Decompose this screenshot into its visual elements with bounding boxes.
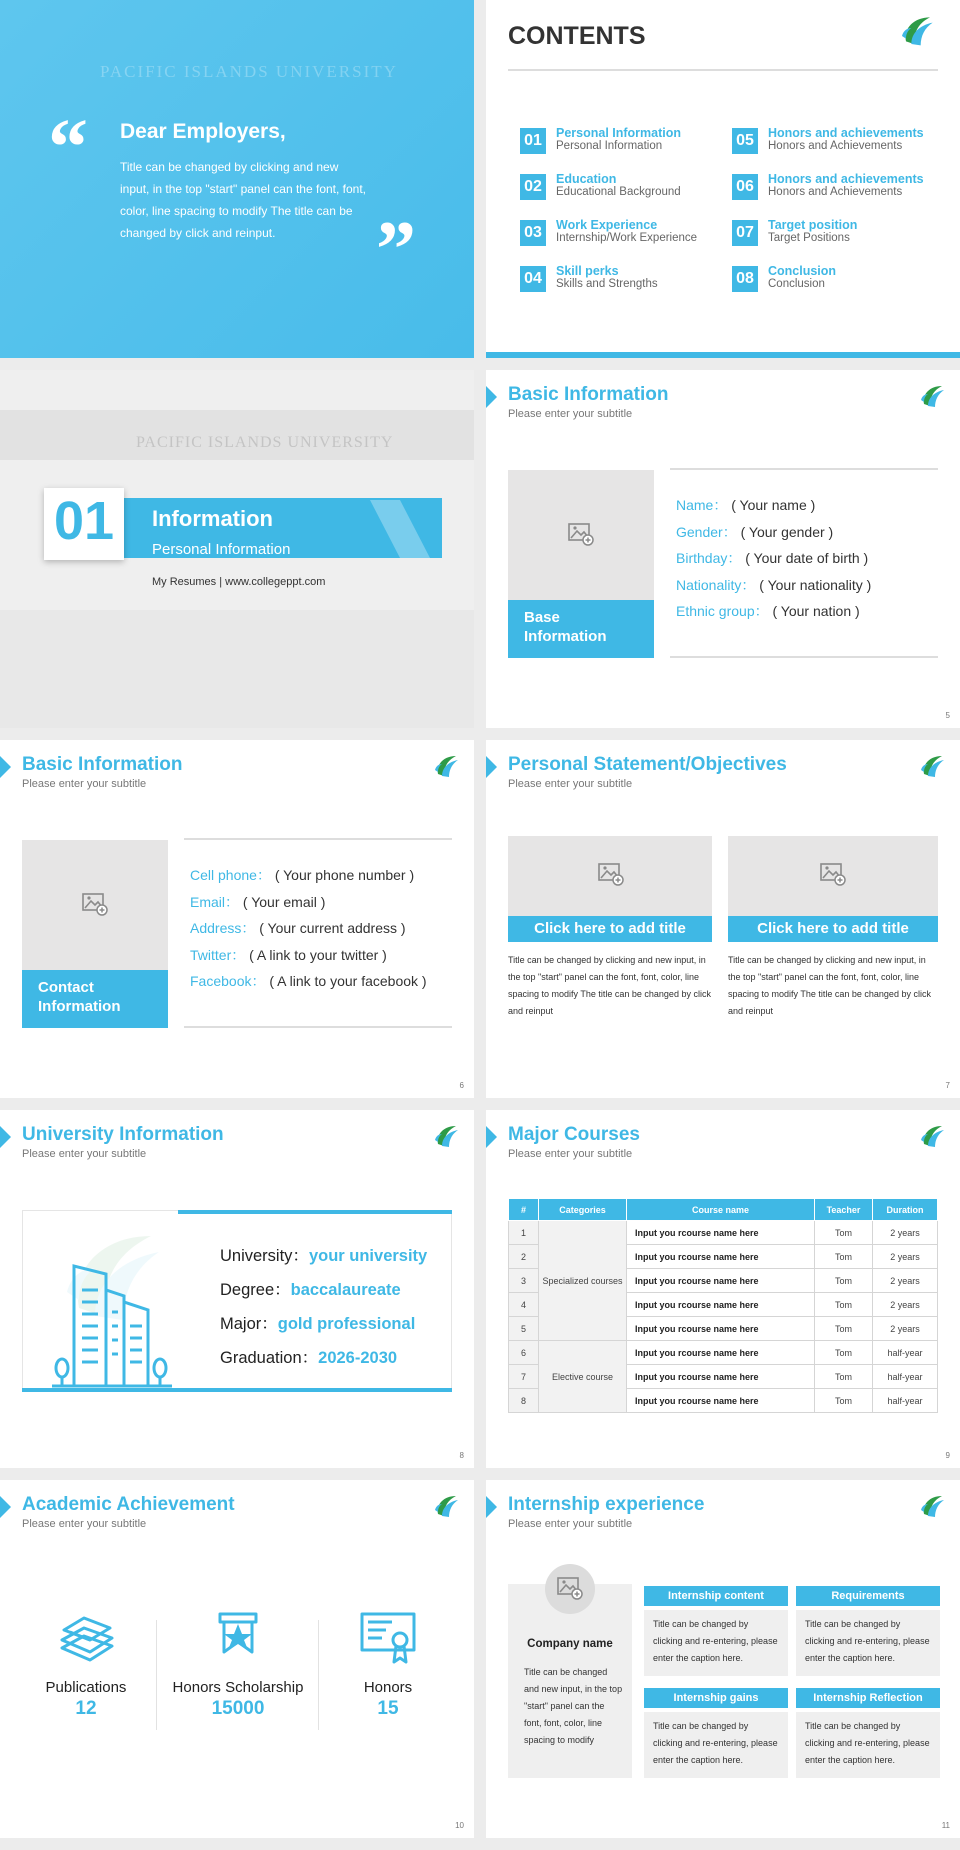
slide-contents[interactable] xyxy=(486,0,960,358)
item-sub: Skills and Strengths xyxy=(556,278,658,290)
page-number: 8 xyxy=(459,1451,464,1460)
college-logo-icon xyxy=(918,1122,948,1152)
header-arrow-icon xyxy=(486,1496,497,1518)
table-row: 5 Input you rcourse name here Tom 2 years xyxy=(509,1317,938,1341)
achievement-value: 15 xyxy=(377,1698,399,1719)
slide-internship-experience[interactable] xyxy=(486,1480,960,1838)
requirements-header: Requirements xyxy=(796,1586,940,1606)
achievement-label: Honors Scholarship xyxy=(172,1679,304,1696)
item-sub: Conclusion xyxy=(768,278,825,290)
item-sub: Honors and Achievements xyxy=(768,186,903,198)
column-header: # xyxy=(509,1199,539,1221)
university-row: University：your university xyxy=(220,1247,428,1265)
slide-academic-achievement[interactable] xyxy=(0,1480,474,1838)
background-text: PACIFIC ISLANDS UNIVERSITY xyxy=(100,62,398,81)
table-row: 3 Input you rcourse name here Tom 2 years xyxy=(509,1269,938,1293)
slide-subtitle: Please enter your subtitle xyxy=(22,778,147,790)
table-row: 7 Input you rcourse name here Tom half-year xyxy=(509,1365,938,1389)
achievement-publications xyxy=(16,1610,156,1720)
table-row: 8 Input you rcourse name here Tom half-year xyxy=(509,1389,938,1413)
divider xyxy=(184,838,452,840)
item-sub: Educational Background xyxy=(556,186,681,198)
info-row: Ethnic group： ( Your nation ) xyxy=(676,603,860,619)
contact-information-box: Contact Information xyxy=(22,970,168,1028)
college-logo-icon xyxy=(918,752,948,782)
slide-dear-employers[interactable] xyxy=(0,0,474,358)
item-number: 06 xyxy=(732,174,758,200)
quote-close-icon: ” xyxy=(376,206,416,294)
internship-content-text: Title can be changed by clicking and re-entering, please enter the caption here. xyxy=(644,1610,788,1676)
info-row: Facebook： ( A link to your facebook ) xyxy=(190,973,427,989)
quote-open-icon: “ xyxy=(48,104,88,192)
add-title-button[interactable]: Click here to add title xyxy=(728,916,938,942)
item-label: Honors and achievements xyxy=(768,126,924,140)
college-logo-icon xyxy=(432,1492,462,1522)
info-row: Birthday： ( Your date of birth ) xyxy=(676,550,869,566)
divider xyxy=(508,69,938,71)
column-header: Categories xyxy=(539,1199,627,1221)
table-row: 1 Specialized courses Input you rcourse name here Tom 2 years xyxy=(509,1221,938,1245)
college-logo-icon xyxy=(432,1122,462,1152)
page-number: 7 xyxy=(945,1081,950,1090)
contents-item[interactable] xyxy=(732,218,942,254)
page-number: 9 xyxy=(945,1451,950,1460)
slide-section-01[interactable] xyxy=(0,370,474,728)
slide-subtitle: Please enter your subtitle xyxy=(508,778,633,790)
certificate-icon xyxy=(358,1610,418,1666)
info-row: Twitter： ( A link to your twitter ) xyxy=(190,946,387,963)
table-header xyxy=(509,1199,938,1221)
divider xyxy=(670,468,938,470)
achievement-scholarship xyxy=(168,1610,308,1720)
header-arrow-icon xyxy=(0,1126,11,1148)
slide-title: Basic Information xyxy=(22,754,183,775)
contents-item[interactable] xyxy=(520,172,730,208)
item-label: Personal Information xyxy=(556,126,682,140)
slide-subtitle: Please enter your subtitle xyxy=(22,1148,147,1160)
section-title: Information xyxy=(152,506,273,531)
column-header: Duration xyxy=(873,1199,938,1221)
college-logo-icon xyxy=(898,12,938,52)
category-cell: Specialized courses xyxy=(539,1221,627,1341)
statement-text: Title can be changed by clicking and new input, in the top "start" panel can the font, font, color, line spacing to modify The title can be changed by click and reinput xyxy=(508,955,711,1016)
achievement-honors xyxy=(318,1610,458,1720)
requirements-text: Title can be changed by clicking and re-entering, please enter the caption here. xyxy=(796,1610,940,1676)
internship-gains-text: Title can be changed by clicking and re-entering, please enter the caption here. xyxy=(644,1712,788,1778)
internship-reflection-header: Internship Reflection xyxy=(796,1688,940,1708)
slide-university-information[interactable] xyxy=(0,1110,474,1468)
graduation-row: Graduation：2026-2030 xyxy=(220,1349,398,1367)
contents-item[interactable] xyxy=(732,172,942,208)
column-header: Teacher xyxy=(815,1199,873,1221)
contents-item[interactable] xyxy=(732,264,942,300)
header-arrow-icon xyxy=(486,1126,497,1148)
image-placeholder-icon xyxy=(82,892,108,916)
info-row: Cell phone： ( Your phone number ) xyxy=(190,867,415,883)
image-placeholder-icon xyxy=(820,862,846,886)
slide-contact-information[interactable] xyxy=(0,740,474,1098)
table-row: 4 Input you rcourse name here Tom 2 years xyxy=(509,1293,938,1317)
page-number: 11 xyxy=(941,1821,950,1830)
divider xyxy=(184,1026,452,1028)
company-panel xyxy=(508,1584,632,1778)
slide-text: Title can be changed by clicking and new input, in the top "start" panel can the font, font, color, line spacing to modify The title can be changed by click and reinput. xyxy=(120,160,367,240)
item-number: 04 xyxy=(520,266,546,292)
add-title-button[interactable]: Click here to add title xyxy=(508,916,712,942)
slide-subtitle: Please enter your subtitle xyxy=(508,1148,633,1160)
contents-title: CONTENTS xyxy=(508,22,646,50)
statement-text: Title can be changed by clicking and new input, in the top "start" panel can the font, font, color, line spacing to modify The title can be changed by click and reinput xyxy=(728,955,931,1016)
internship-content-header: Internship content xyxy=(644,1586,788,1606)
header-arrow-icon xyxy=(486,756,497,778)
header-arrow-icon xyxy=(0,756,11,778)
item-sub: Target Positions xyxy=(768,232,850,244)
table-row: 6 Elective course Input you rcourse name here Tom half-year xyxy=(509,1341,938,1365)
divider xyxy=(156,1620,157,1730)
accent-line xyxy=(22,1388,452,1392)
slide-subtitle: Please enter your subtitle xyxy=(22,1518,147,1530)
slide-subtitle: Please enter your subtitle xyxy=(508,408,633,420)
college-logo-icon xyxy=(432,752,462,782)
courses-table xyxy=(508,1198,938,1413)
contents-item[interactable] xyxy=(520,218,730,254)
image-placeholder-icon xyxy=(598,862,624,886)
degree-row: Degree：baccalaureate xyxy=(220,1281,401,1299)
page-number: 6 xyxy=(459,1081,464,1090)
company-name: Company name xyxy=(527,1638,613,1650)
stripe-decoration xyxy=(360,500,440,558)
achievement-value: 15000 xyxy=(211,1698,265,1719)
slide-title: Internship experience xyxy=(508,1494,705,1515)
accent-line xyxy=(178,1210,452,1214)
item-number: 07 xyxy=(732,220,758,246)
info-list xyxy=(190,862,427,995)
building-icon xyxy=(52,1250,172,1388)
item-label: Work Experience xyxy=(556,218,658,232)
ground xyxy=(0,610,474,728)
major-row: Major：gold professional xyxy=(220,1315,416,1333)
achievement-label: Publications xyxy=(45,1679,127,1696)
slide-personal-statement[interactable] xyxy=(486,740,960,1098)
contents-item[interactable] xyxy=(520,126,730,162)
item-number: 02 xyxy=(520,174,546,200)
contents-item[interactable] xyxy=(732,126,942,162)
slide-title: Academic Achievement xyxy=(22,1494,235,1515)
item-number: 05 xyxy=(732,128,758,154)
info-list xyxy=(676,492,871,625)
image-placeholder-icon xyxy=(568,522,594,546)
award-ribbon-icon xyxy=(208,1610,268,1666)
page-number: 5 xyxy=(945,711,950,720)
item-sub: Personal Information xyxy=(556,140,663,152)
item-sub: Internship/Work Experience xyxy=(556,232,698,244)
company-text: Title can be changed and new input, in the top "start" panel can the font, font, color, line spacing to modify xyxy=(524,1667,623,1745)
slide-major-courses[interactable] xyxy=(486,1110,960,1468)
table-row: 2 Input you rcourse name here Tom 2 years xyxy=(509,1245,938,1269)
internship-reflection-text: Title can be changed by clicking and re-entering, please enter the caption here. xyxy=(796,1712,940,1778)
column-header: Course name xyxy=(627,1199,815,1221)
item-label: Skill perks xyxy=(556,264,619,278)
info-row: Email： ( Your email ) xyxy=(190,893,326,910)
slide-subtitle: Please enter your subtitle xyxy=(508,1518,633,1530)
section-subtitle: Personal Information xyxy=(152,541,291,558)
achievement-label: Honors xyxy=(363,1679,413,1696)
info-row: Address： ( Your current address ) xyxy=(190,920,406,936)
info-row: Nationality： ( Your nationality ) xyxy=(676,576,872,593)
slide-basic-information[interactable] xyxy=(486,370,960,728)
achievement-value: 12 xyxy=(75,1698,97,1719)
background-text: PACIFIC ISLANDS UNIVERSITY xyxy=(136,434,394,451)
slide-title: Dear Employers, xyxy=(120,120,286,143)
item-label: Honors and achievements xyxy=(768,172,924,186)
slide-title: University Information xyxy=(22,1124,224,1145)
books-stack-icon xyxy=(56,1610,116,1666)
item-number: 03 xyxy=(520,220,546,246)
category-cell: Elective course xyxy=(539,1341,627,1413)
slide-title: Major Courses xyxy=(508,1124,640,1145)
slide-title: Basic Information xyxy=(508,384,669,405)
item-number: 08 xyxy=(732,266,758,292)
college-logo-icon xyxy=(918,1492,948,1522)
info-row: Gender： ( Your gender ) xyxy=(676,523,834,540)
section-footer: My Resumes | www.collegeppt.com xyxy=(152,576,326,588)
header-arrow-icon xyxy=(486,386,497,408)
item-label: Conclusion xyxy=(768,264,837,278)
image-placeholder-icon xyxy=(557,1576,583,1600)
base-information-box: Base Information xyxy=(508,600,654,658)
item-sub: Honors and Achievements xyxy=(768,140,903,152)
slide-title: Personal Statement/Objectives xyxy=(508,754,787,775)
item-label: Education xyxy=(556,172,617,186)
item-number: 01 xyxy=(520,128,546,154)
college-logo-icon xyxy=(918,382,948,412)
page-number: 10 xyxy=(455,1821,464,1830)
section-number: 01 xyxy=(53,491,115,551)
item-label: Target position xyxy=(768,218,858,232)
contents-item[interactable] xyxy=(520,264,730,300)
info-row: Name： ( Your name ) xyxy=(676,497,816,513)
header-arrow-icon xyxy=(0,1496,11,1518)
internship-gains-header: Internship gains xyxy=(644,1688,788,1708)
accent-bar xyxy=(486,352,960,358)
divider xyxy=(670,656,938,658)
